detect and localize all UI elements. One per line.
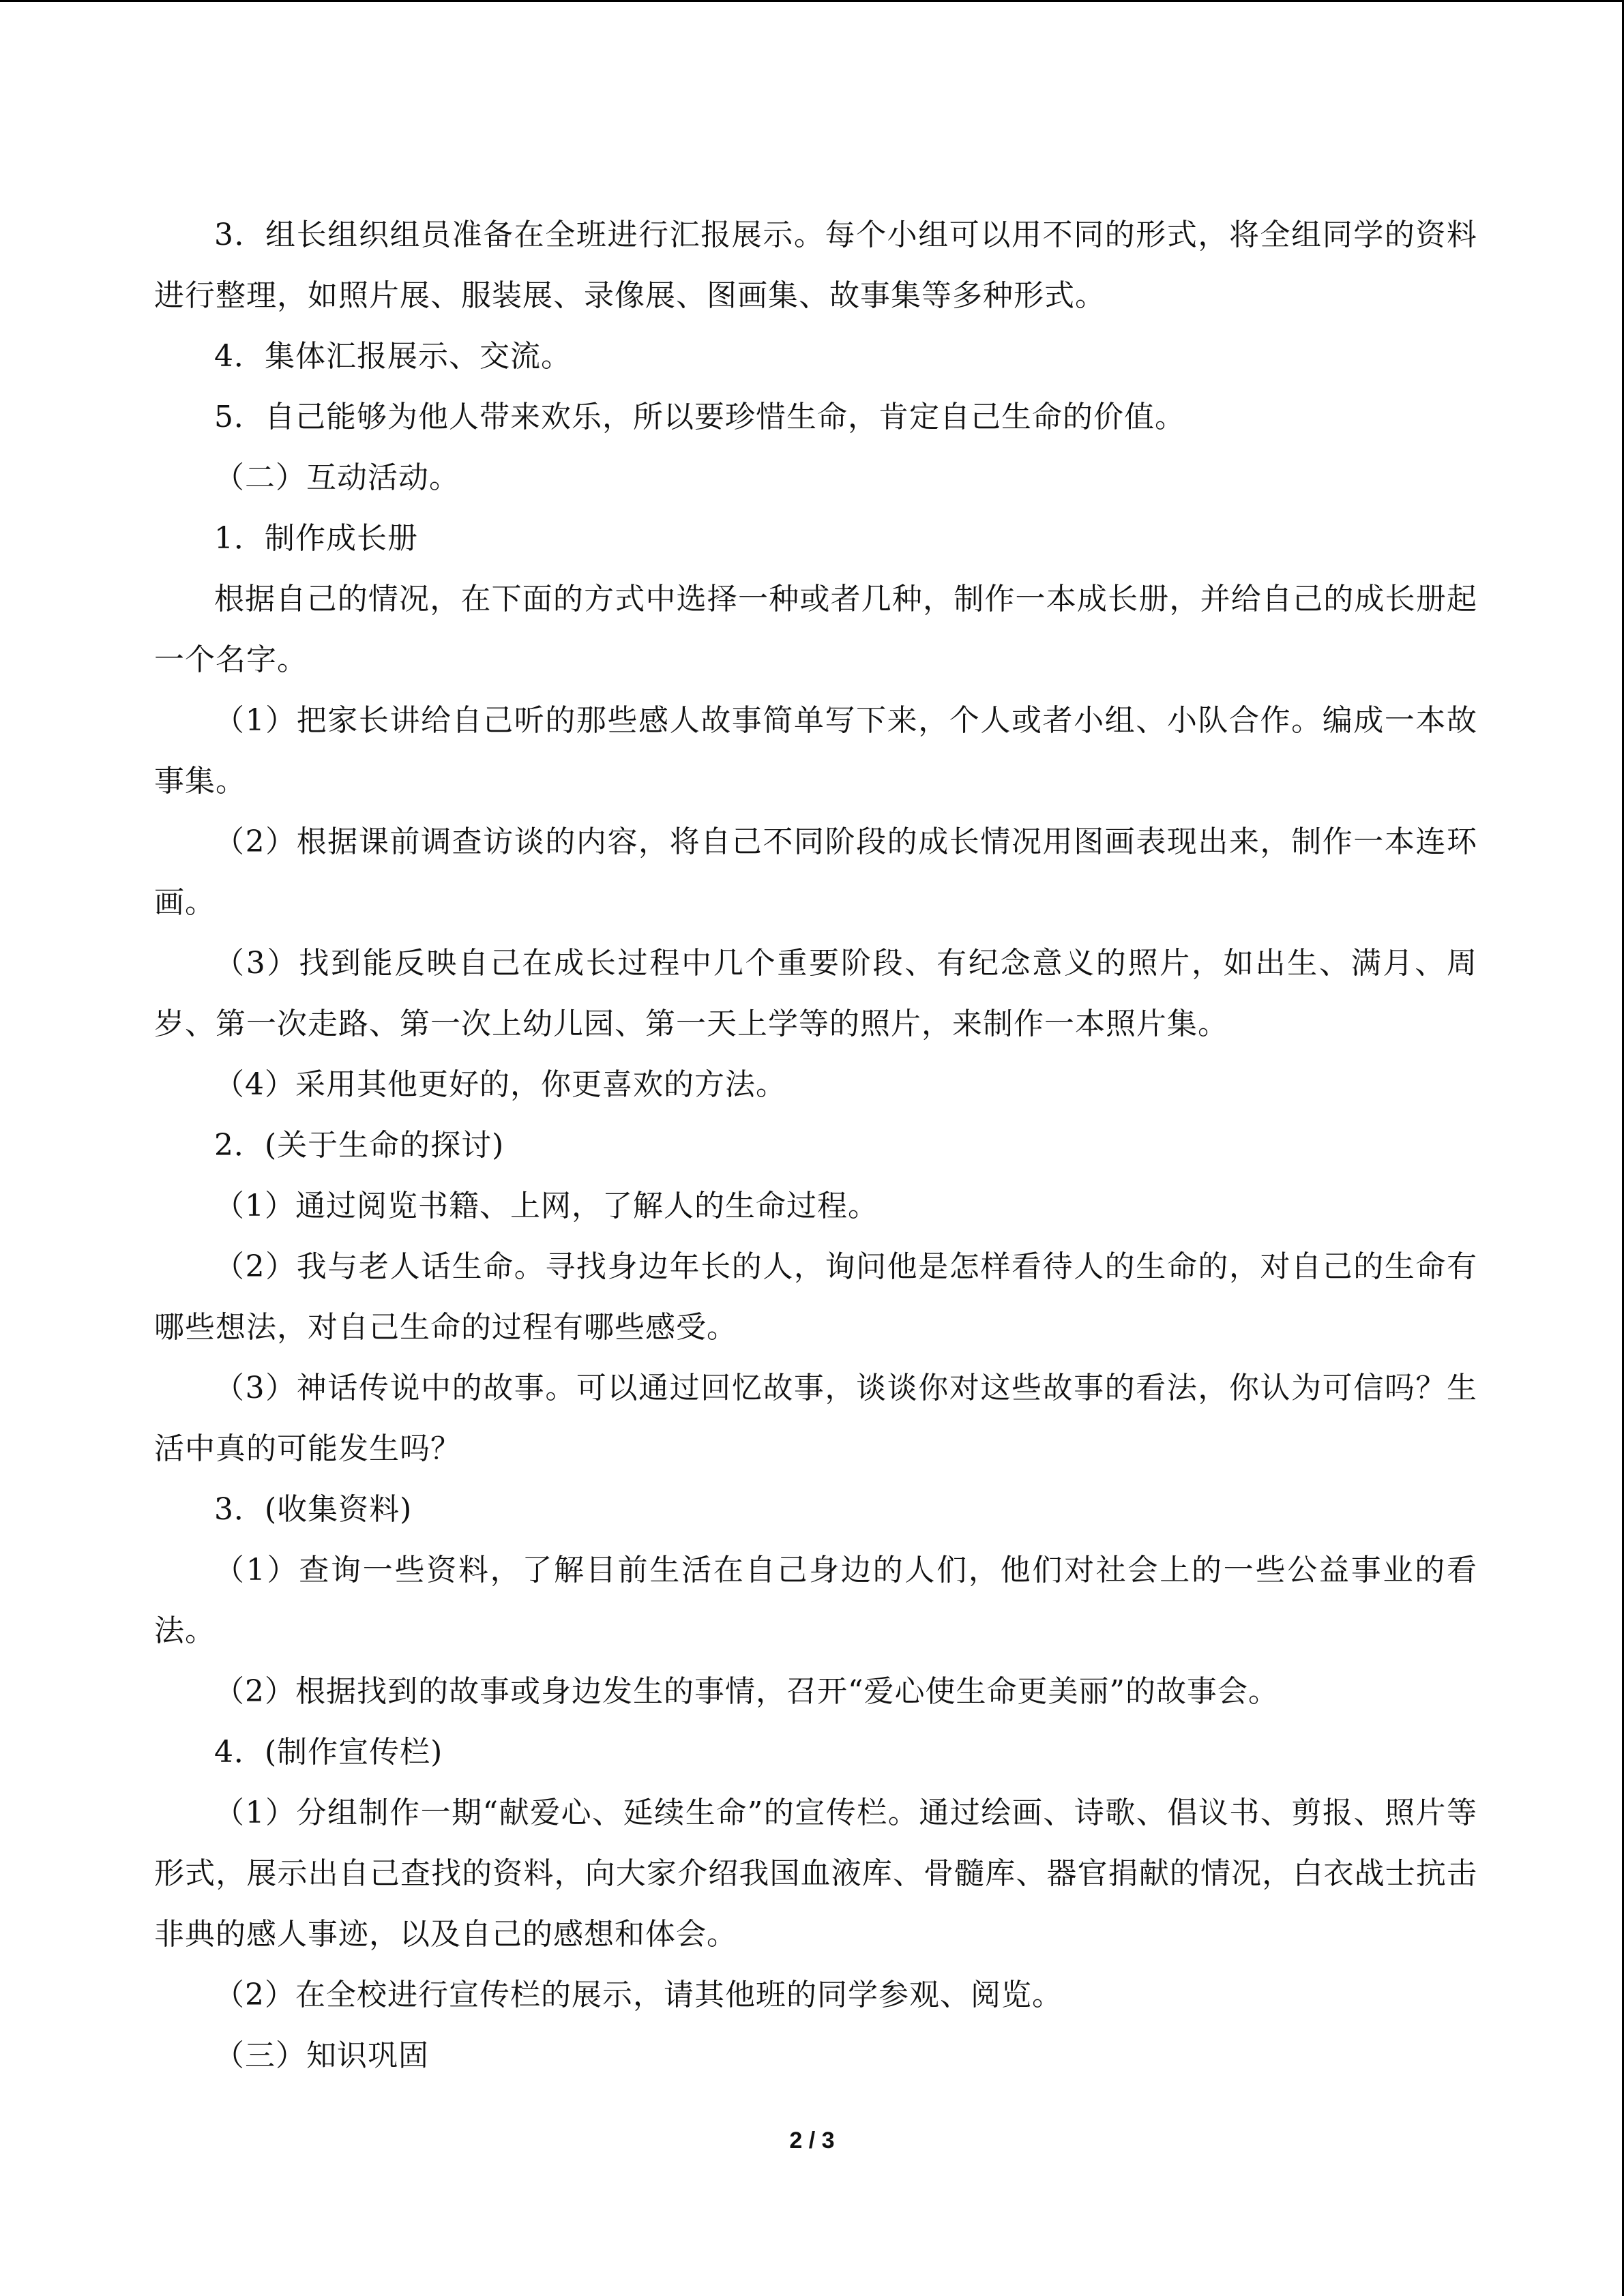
list-item-elder-talk: （2）我与老人话生命。寻找身边年长的人，询问他是怎样看待人的生命的，对自己的生命有哪些想法，对自己生命的过程有哪些感受。 [154, 1249, 1477, 1345]
page-number: 2 / 3 [789, 2128, 835, 2153]
list-item-show-bulletin: （2）在全校进行宣传栏的展示，请其他班的同学参观、阅览。 [214, 1978, 1063, 2012]
list-item-myth-story: （3）神话传说中的故事。可以通过回忆故事，谈谈你对这些故事的看法，你认为可信吗？生活中真的可能发生吗？ [154, 1371, 1477, 1466]
list-item-comic: （2）根据课前调查访谈的内容，将自己不同阶段的成长情况用图画表现出来，制作一本连环画。 [154, 824, 1477, 920]
document-body [154, 205, 1477, 2086]
subheading-collect-materials: 3．(收集资料) [214, 1492, 413, 1527]
section-heading-interactive: （二）互动活动。 [214, 460, 460, 495]
list-item-reading: （1）通过阅览书籍、上网，了解人的生命过程。 [214, 1189, 879, 1223]
paragraph-item3-report: 3．组长组织组员准备在全班进行汇报展示。每个小组可以用不同的形式，将全组同学的资料进行整理，如照片展、服装展、录像展、图画集、故事集等多种形式。 [154, 218, 1477, 313]
paragraph-growth-intro: 根据自己的情况，在下面的方式中选择一种或者几种，制作一本成长册，并给自己的成长册起一个名字。 [154, 582, 1477, 677]
list-item-photo-collection: （3）找到能反映自己在成长过程中几个重要阶段、有纪念意义的照片，如出生、满月、周岁、第一次走路、第一次上幼儿园、第一天上学等的照片，来制作一本照片集。 [154, 946, 1477, 1041]
list-item-story-collection: （1）把家长讲给自己听的那些感人故事简单写下来，个人或者小组、小队合作。编成一本故事集。 [154, 703, 1477, 799]
paragraph-item5-value: 5．自己能够为他人带来欢乐，所以要珍惜生命，肯定自己生命的价值。 [214, 400, 1185, 434]
subheading-life-discussion: 2．(关于生命的探讨) [214, 1128, 505, 1163]
subheading-bulletin-board: 4．(制作宣传栏) [214, 1735, 443, 1770]
section-heading-knowledge: （三）知识巩固 [214, 2038, 429, 2073]
subheading-growth-book: 1．制作成长册 [214, 521, 418, 556]
list-item-public-welfare: （1）查询一些资料，了解目前生活在自己身边的人们，他们对社会上的一些公益事业的看法。 [154, 1553, 1477, 1648]
list-item-make-bulletin: （1）分组制作一期“献爱心、延续生命”的宣传栏。通过绘画、诗歌、倡议书、剪报、照片等形式，展示出自己查找的资料，向大家介绍我国血液库、骨髓库、器官捐献的情况，白衣战士抗击非典的感人事迹，以及自己的感想和体会。 [154, 1795, 1477, 1952]
list-item-other-method: （4）采用其他更好的，你更喜欢的方法。 [214, 1067, 786, 1102]
paragraph-item4-exchange: 4．集体汇报展示、交流。 [214, 339, 572, 374]
list-item-story-meeting: （2）根据找到的故事或身边发生的事情，召开“爱心使生命更美丽”的故事会。 [214, 1674, 1279, 1709]
